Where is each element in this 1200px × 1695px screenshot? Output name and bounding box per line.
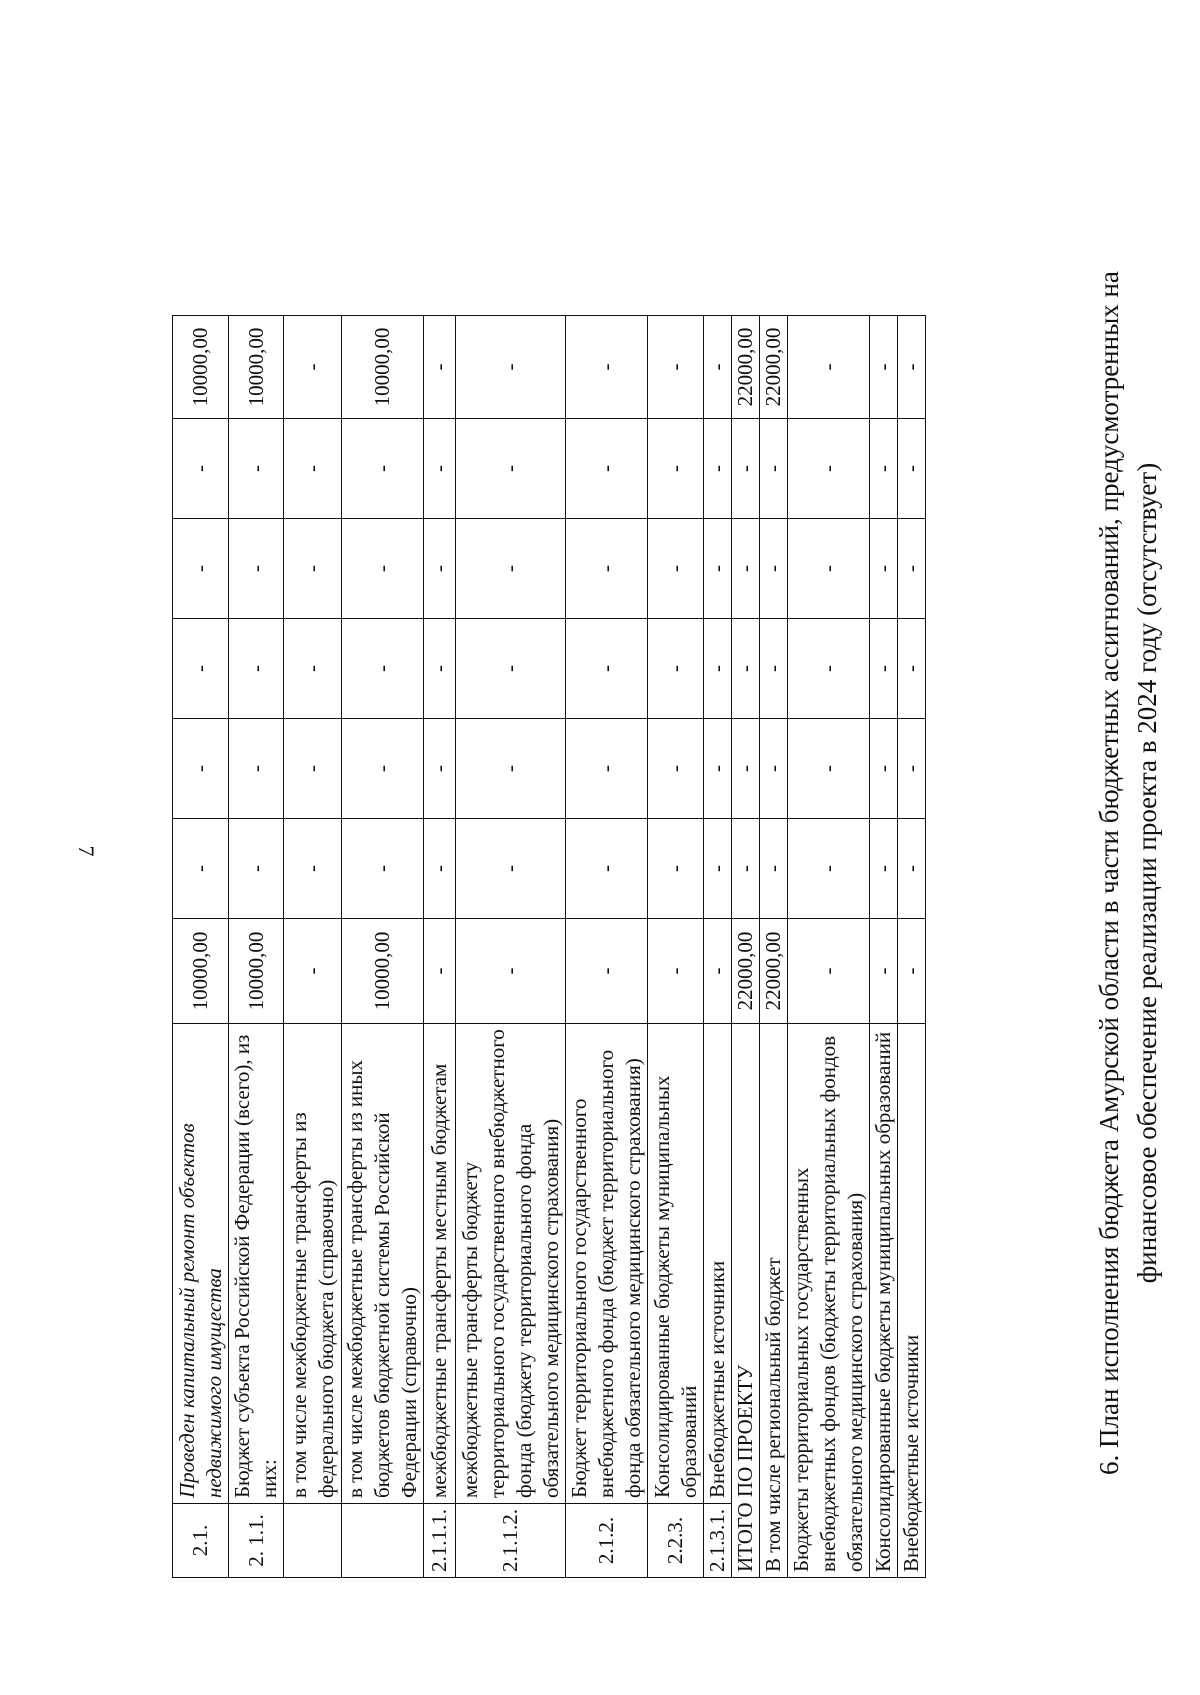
row-value-cell: - xyxy=(456,919,566,1024)
total-value-cell: - xyxy=(788,419,870,519)
row-value-cell: - xyxy=(648,519,704,619)
row-value-cell: - xyxy=(229,619,284,719)
total-value-cell: - xyxy=(898,719,926,819)
budget-table-body xyxy=(173,316,926,1578)
total-value-cell: - xyxy=(870,519,898,619)
row-value-cell: - xyxy=(456,419,566,519)
row-value-cell: - xyxy=(648,619,704,719)
row-code: 2.1. xyxy=(173,1504,229,1578)
row-label: Бюджет территориального государственного внебюджетного фонда (бюджет территориального фонда обязательного медицинского страхования) xyxy=(566,1024,648,1504)
total-row xyxy=(760,316,788,1578)
row-value-cell: - xyxy=(456,619,566,719)
row-value-cell: - xyxy=(284,919,342,1024)
row-value-cell: - xyxy=(342,519,424,619)
row-value-cell: - xyxy=(456,316,566,419)
table-row xyxy=(424,316,456,1578)
total-row xyxy=(788,316,870,1578)
total-value-cell: - xyxy=(788,919,870,1024)
total-value-cell: - xyxy=(760,419,788,519)
row-label: межбюджетные трансферты бюджету территориального государственного внебюджетного фонда (бюджету территориального фонда обязательного медицинского страхования) xyxy=(456,1024,566,1504)
row-value-cell: - xyxy=(566,419,648,519)
row-value-cell: - xyxy=(456,719,566,819)
row-code xyxy=(284,1504,342,1578)
total-value-cell: - xyxy=(732,419,760,519)
row-value-cell: - xyxy=(173,719,229,819)
row-value-cell: - xyxy=(424,519,456,619)
row-value-cell: 10000,00 xyxy=(342,919,424,1024)
total-value-cell: - xyxy=(788,819,870,919)
row-value-cell: - xyxy=(284,819,342,919)
table-row xyxy=(648,316,704,1578)
row-value-cell: - xyxy=(704,619,732,719)
total-value-cell: - xyxy=(898,519,926,619)
row-value-cell: 10000,00 xyxy=(173,316,229,419)
row-value-cell: - xyxy=(566,919,648,1024)
row-label: Консолидированные бюджеты муниципальных образований xyxy=(648,1024,704,1504)
total-value-cell: 22000,00 xyxy=(732,316,760,419)
total-value-cell: - xyxy=(898,316,926,419)
table-row xyxy=(173,316,229,1578)
row-label: Внебюджетные источники xyxy=(704,1024,732,1504)
table-row xyxy=(704,316,732,1578)
total-row xyxy=(898,316,926,1578)
rotated-page-content xyxy=(0,168,1200,1578)
row-value-cell: - xyxy=(566,719,648,819)
total-value-cell: 22000,00 xyxy=(732,919,760,1024)
total-value-cell: - xyxy=(898,419,926,519)
total-value-cell: - xyxy=(870,316,898,419)
row-code xyxy=(342,1504,424,1578)
total-value-cell: - xyxy=(870,619,898,719)
total-value-cell: 22000,00 xyxy=(760,316,788,419)
row-value-cell: - xyxy=(284,419,342,519)
budget-table xyxy=(172,315,926,1578)
row-label: Бюджет субъекта Российской Федерации (всего), из них: xyxy=(229,1024,284,1504)
row-value-cell: - xyxy=(342,719,424,819)
total-label: Внебюджетные источники xyxy=(898,1024,926,1578)
row-value-cell: - xyxy=(173,519,229,619)
total-value-cell: - xyxy=(788,619,870,719)
total-label: В том числе региональный бюджет xyxy=(760,1024,788,1578)
total-value-cell: - xyxy=(788,719,870,819)
row-code: 2.1.2. xyxy=(566,1504,648,1578)
total-value-cell: 22000,00 xyxy=(760,919,788,1024)
row-value-cell: - xyxy=(704,519,732,619)
row-value-cell: 10000,00 xyxy=(229,919,284,1024)
row-value-cell: - xyxy=(173,419,229,519)
total-label: ИТОГО ПО ПРОЕКТУ xyxy=(732,1024,760,1578)
total-value-cell: - xyxy=(870,419,898,519)
row-value-cell: - xyxy=(229,819,284,919)
row-value-cell: - xyxy=(648,919,704,1024)
total-value-cell: - xyxy=(898,619,926,719)
row-value-cell: - xyxy=(566,619,648,719)
table-row xyxy=(284,316,342,1578)
row-value-cell: - xyxy=(173,619,229,719)
total-row xyxy=(732,316,760,1578)
total-value-cell: - xyxy=(870,819,898,919)
row-value-cell: - xyxy=(566,316,648,419)
row-code: 2.2.3. xyxy=(648,1504,704,1578)
table-row xyxy=(566,316,648,1578)
page-number: 7 xyxy=(74,845,99,857)
row-value-cell: - xyxy=(456,519,566,619)
section-caption: 6. План исполнения бюджета Амурской области в части бюджетных ассигнований, предусмотренных на финансовое обеспечение реализации проекта в 2024 году (отсутствует) xyxy=(1094,271,1162,1475)
row-value-cell: - xyxy=(648,316,704,419)
total-label: Бюджеты территориальных государственных внебюджетных фондов (бюджеты территориальных фондов обязательного медицинского страхования) xyxy=(788,1024,870,1578)
row-label: в том числе межбюджетные трансферты из федерального бюджета (справочно) xyxy=(284,1024,342,1504)
table-row xyxy=(229,316,284,1578)
total-value-cell: - xyxy=(760,519,788,619)
total-row xyxy=(870,316,898,1578)
row-value-cell: - xyxy=(566,819,648,919)
row-value-cell: - xyxy=(704,719,732,819)
row-value-cell: - xyxy=(648,419,704,519)
table-row xyxy=(342,316,424,1578)
row-value-cell: - xyxy=(704,316,732,419)
row-code: 2.1.3.1. xyxy=(704,1504,732,1578)
total-value-cell: - xyxy=(870,719,898,819)
row-value-cell: - xyxy=(284,619,342,719)
total-value-cell: - xyxy=(870,919,898,1024)
row-value-cell: - xyxy=(648,819,704,919)
row-value-cell: - xyxy=(342,419,424,519)
total-value-cell: - xyxy=(898,919,926,1024)
row-value-cell: 10000,00 xyxy=(173,919,229,1024)
row-value-cell: - xyxy=(704,819,732,919)
row-value-cell: - xyxy=(566,519,648,619)
total-value-cell: - xyxy=(788,316,870,419)
row-value-cell: - xyxy=(284,316,342,419)
total-value-cell: - xyxy=(732,819,760,919)
row-value-cell: 10000,00 xyxy=(229,316,284,419)
row-label: межбюджетные трансферты местным бюджетам xyxy=(424,1024,456,1504)
total-value-cell: - xyxy=(732,619,760,719)
row-code: 2.1.1.1. xyxy=(424,1504,456,1578)
row-value-cell: - xyxy=(342,619,424,719)
row-value-cell: - xyxy=(424,316,456,419)
row-value-cell: - xyxy=(229,419,284,519)
table-row xyxy=(456,316,566,1578)
row-value-cell: - xyxy=(648,719,704,819)
row-value-cell: - xyxy=(284,519,342,619)
row-code: 2. 1.1. xyxy=(229,1504,284,1578)
row-value-cell: - xyxy=(284,719,342,819)
row-value-cell: - xyxy=(704,919,732,1024)
row-value-cell: - xyxy=(342,819,424,919)
row-value-cell: - xyxy=(229,719,284,819)
total-label: Консолидированные бюджеты муниципальных образований xyxy=(870,1024,898,1578)
row-value-cell: - xyxy=(424,419,456,519)
row-value-cell: - xyxy=(424,719,456,819)
row-value-cell: - xyxy=(424,619,456,719)
row-value-cell: 10000,00 xyxy=(342,316,424,419)
row-value-cell: - xyxy=(424,919,456,1024)
row-label: в том числе межбюджетные трансферты из иных бюджетов бюджетной системы Российской Федерации (справочно) xyxy=(342,1024,424,1504)
total-value-cell: - xyxy=(760,719,788,819)
total-value-cell: - xyxy=(760,619,788,719)
row-value-cell: - xyxy=(229,519,284,619)
row-value-cell: - xyxy=(424,819,456,919)
total-value-cell: - xyxy=(732,519,760,619)
total-value-cell: - xyxy=(732,719,760,819)
row-value-cell: - xyxy=(704,419,732,519)
row-label: Проведен капитальный ремонт объектов недвижимого имущества xyxy=(173,1024,229,1504)
total-value-cell: - xyxy=(898,819,926,919)
row-code: 2.1.1.2. xyxy=(456,1504,566,1578)
total-value-cell: - xyxy=(788,519,870,619)
total-value-cell: - xyxy=(760,819,788,919)
row-value-cell: - xyxy=(456,819,566,919)
row-value-cell: - xyxy=(173,819,229,919)
